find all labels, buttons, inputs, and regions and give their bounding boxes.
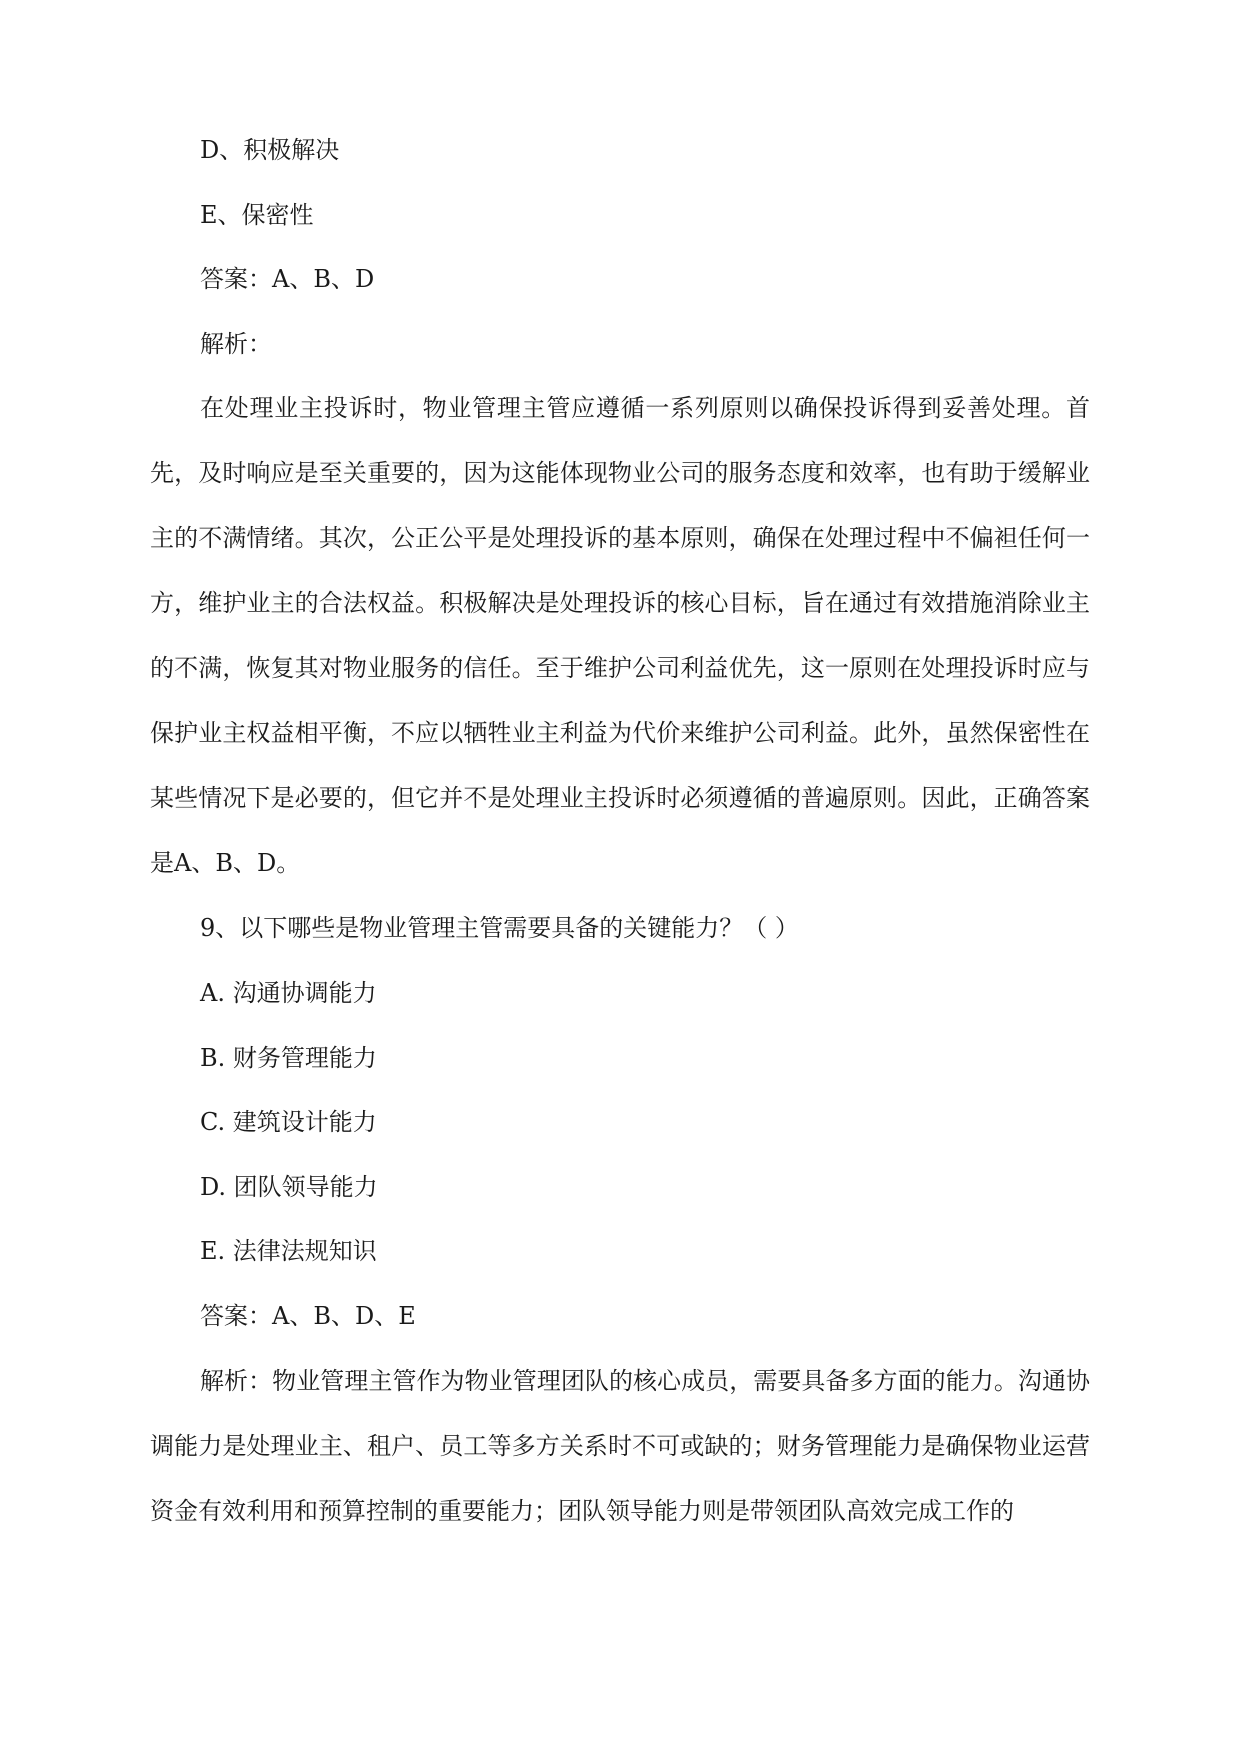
q9-analysis-paragraph: 解析：物业管理主管作为物业管理团队的核心成员，需要具备多方面的能力。沟通协调能力是处理业主、租户、员工等多方关系时不可或缺的；财务管理能力是确保物业运营资金有效利用和预算控制的重要能力；团队领导能力则是带领团队高效完成工作的 [150, 1367, 1090, 1525]
q9-option-e: E. 法律法规知识 [200, 1237, 377, 1265]
q9-answer: 答案：A、B、D、E [200, 1302, 416, 1330]
q9-option-d: D. 团队领导能力 [200, 1173, 378, 1201]
q9-question: 9、以下哪些是物业管理主管需要具备的关键能力？（ ） [200, 914, 799, 942]
q9-option-b: B. 财务管理能力 [200, 1044, 377, 1072]
q9-option-c: C. 建筑设计能力 [200, 1108, 377, 1136]
q8-option-e: E、保密性 [200, 201, 314, 229]
q9-option-a: A. 沟通协调能力 [200, 979, 377, 1007]
q8-analysis-label: 解析： [200, 330, 272, 358]
q8-analysis-paragraph: 在处理业主投诉时，物业管理主管应遵循一系列原则以确保投诉得到妥善处理。首先，及时响应是至关重要的，因为这能体现物业公司的服务态度和效率，也有助于缓解业主的不满情绪。其次，公正公平是处理投诉的基本原则，确保在处理过程中不偏袒任何一方，维护业主的合法权益。积极解决是处理投诉的核心目标，旨在通过有效措施消除业主的不满，恢复其对物业服务的信任。至于维护公司利益优先，这一原则在处理投诉时应与保护业主权益相平衡，不应以牺牲业主利益为代价来维护公司利益。此外，虽然保密性在某些情况下是必要的，但它并不是处理业主投诉时必须遵循的普遍原则。因此，正确答案是A、B、D。 [150, 394, 1090, 877]
q8-option-d: D、积极解决 [200, 136, 340, 164]
q8-answer: 答案：A、B、D [200, 265, 375, 293]
